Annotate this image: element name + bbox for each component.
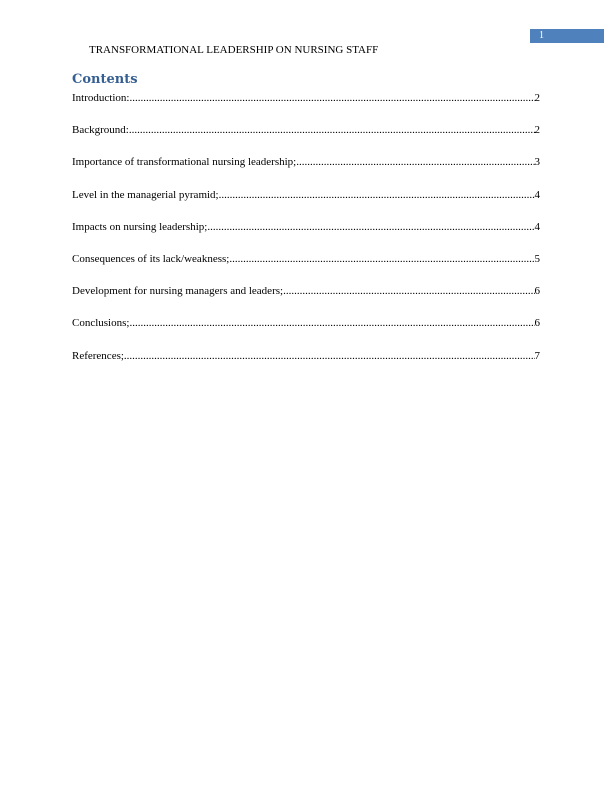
toc-entry-title: Consequences of its lack/weakness; (72, 252, 230, 265)
toc-entry-page: 6 (534, 285, 540, 298)
toc-entry-title: Background: (72, 124, 129, 137)
toc-entry-title: Introduction: (72, 92, 130, 104)
toc-entry-page: 5 (534, 252, 540, 265)
toc-entry-title: Level in the managerial pyramid; (72, 188, 219, 201)
toc-entry-page: 4 (534, 188, 540, 201)
toc-entry-page: 2 (534, 92, 540, 104)
toc-entry-title: Conclusions; (72, 317, 130, 330)
toc-dot-leader (129, 123, 535, 137)
toc-heading: Contents (72, 72, 138, 87)
running-header: TRANSFORMATIONAL LEADERSHIP ON NURSING STAFF (89, 44, 379, 56)
toc-entry-page: 7 (534, 349, 540, 362)
toc-entry-conclusions[interactable] (72, 316, 540, 330)
toc-dot-leader (129, 316, 534, 330)
page-number: 1 (539, 30, 544, 41)
toc-dot-leader (219, 188, 535, 202)
toc-entry-title: Importance of transformational nursing leadership; (72, 156, 297, 169)
toc-entry-page: 6 (534, 317, 540, 330)
toc-entry-title: Impacts on nursing leadership; (72, 220, 208, 233)
toc-entry-introduction[interactable] (72, 91, 540, 105)
table-of-contents (72, 91, 540, 381)
toc-entry-importance[interactable] (72, 155, 540, 169)
toc-dot-leader (207, 220, 534, 234)
toc-entry-page: 3 (534, 156, 540, 169)
page-number-box (530, 29, 604, 43)
toc-entry-page: 4 (534, 220, 540, 233)
toc-entry-managerial-pyramid[interactable] (72, 188, 540, 202)
toc-entry-impacts[interactable] (72, 220, 540, 234)
toc-entry-title: References; (72, 349, 124, 362)
toc-dot-leader (129, 91, 534, 105)
toc-dot-leader (283, 284, 534, 298)
toc-entry-references[interactable] (72, 349, 540, 363)
toc-dot-leader (296, 155, 534, 169)
toc-entry-development[interactable] (72, 284, 540, 298)
toc-entry-consequences[interactable] (72, 252, 540, 266)
toc-dot-leader (229, 252, 534, 266)
toc-entry-page: 2 (534, 124, 540, 137)
toc-entry-background[interactable] (72, 123, 540, 137)
toc-entry-title: Development for nursing managers and leaders; (72, 285, 284, 298)
toc-dot-leader (124, 349, 535, 363)
